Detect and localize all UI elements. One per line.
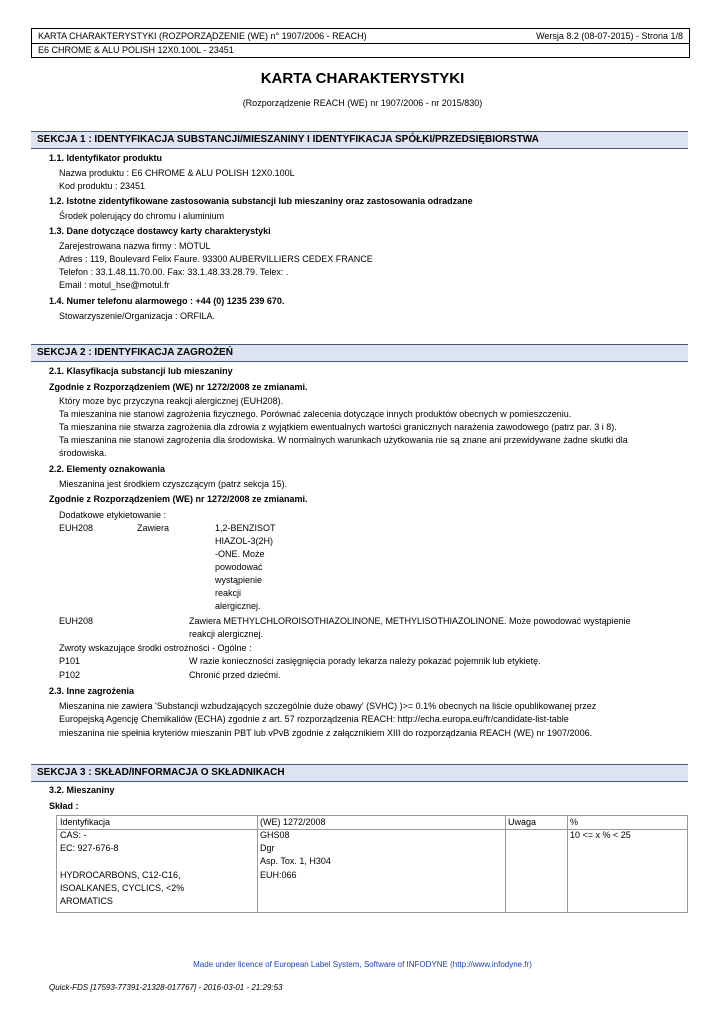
table-header-row [57,816,687,830]
hazard-text: Który moze byc przyczyna reakcji alergicznej (EUH208). [59,396,284,406]
table-cell: ISOALKANES, CYCLICS, <2% [60,883,185,893]
hazard-text: Ta mieszanina nie stwarza zagrożenia dla zdrowia z wyjątkiem ewentualnych wartości granicznych narażenia zawodowego (patrz par. 3 i 8). [59,422,617,432]
section-1-heading: SEKCJA 1 : IDENTYFIKACJA SUBSTANCJI/MIESZANINY I IDENTYFIKACJA SPÓŁKI/PRZEDSIĘBIORSTWA [31,131,688,149]
euh-text-line: powodować [215,562,263,572]
subsection-2-1: 2.1. Klasyfikacja substancji lub mieszaniny [49,366,233,376]
subsection-2-3: 2.3. Inne zagrożenia [49,686,135,696]
composition-table [56,815,688,913]
regulation-note: Zgodnie z Rozporządzeniem (WE) nr 1272/2008 ze zmianami. [49,494,308,504]
header-title: KARTA CHARAKTERYSTYKI (ROZPORZĄDZENIE (WE) n° 1907/2006 - REACH) [38,31,367,41]
header-divider [32,43,689,44]
euh-text-line: reakcji alergicznej. [189,629,264,639]
table-divider [567,816,568,912]
table-header: Uwaga [508,817,537,827]
company-email: Email : motul_hse@motul.fr [59,280,170,290]
extra-labelling: Dodatkowe etykietowanie : [59,510,167,520]
p-text: Chronić przed dziećmi. [189,670,281,680]
other-hazard-text: mieszanina nie spełnia kryteriów mieszanin PBT lub vPvB zgodnie z załącznikiem XIII do rozporządzania REACH (WE) nr 1907/2006. [59,728,593,738]
table-header: Identyfikacja [60,817,111,827]
organization: Stowarzyszenie/Organizacja : ORFILA. [59,311,216,321]
euh-label: Zawiera [137,523,170,533]
table-cell: EC: 927-676-8 [60,843,119,853]
page-title: KARTA CHARAKTERYSTYKI [260,70,465,87]
euh-text-line: alergicznej. [215,601,261,611]
table-divider [257,816,258,912]
euh-text-line: -ONE. Może [215,549,265,559]
table-cell: EUH:066 [260,870,297,880]
section-3-heading: SEKCJA 3 : SKŁAD/INFORMACJA O SKŁADNIKACH [31,764,688,782]
hazard-text: Ta mieszanina nie stanowi zagrożenia fizycznego. Porównać zalecenia dotyczące innych produktów obecnych w pomieszczeniu. [59,409,572,419]
licence-footer: Made under licence of European Label System, Software of INFODYNE (http://www.infodyne.fr) [193,960,532,969]
table-header: (WE) 1272/2008 [260,817,326,827]
document-header [31,28,690,58]
subsection-1-3: 1.3. Dane dotyczące dostawcy karty charakterystyki [49,226,271,236]
company-phone: Telefon : 33.1.48.11.70.00. Fax: 33.1.48.33.28.79. Telex: . [59,267,289,277]
table-divider [505,816,506,912]
table-cell: Dgr [260,843,275,853]
euh-text-line: HIAZOL-3(2H) [215,536,274,546]
regulation-note: Zgodnie z Rozporządzeniem (WE) nr 1272/2008 ze zmianami. [49,382,308,392]
hazard-text: środowiska. [59,448,107,458]
table-cell: Asp. Tox. 1, H304 [260,856,331,866]
table-cell: HYDROCARBONS, C12-C16, [60,870,181,880]
header-product: E6 CHROME & ALU POLISH 12X0.100L - 23451 [38,45,234,55]
p-code: P102 [59,670,81,680]
cleaning-note: Mieszanina jest środkiem czyszczącym (patrz sekcja 15). [59,479,288,489]
subsection-2-2: 2.2. Elementy oznakowania [49,464,166,474]
table-cell: 10 <= x % < 25 [570,830,631,840]
composition-label: Skład : [49,801,79,811]
table-cell: GHS08 [260,830,290,840]
subsection-1-4: 1.4. Numer telefonu alarmowego : +44 (0) 1235 239 670. [49,296,285,306]
table-header: % [570,817,579,827]
subsection-3-2: 3.2. Mieszaniny [49,785,115,795]
p-text: W razie konieczności zasięgnięcia porady lekarza należy pokazać pojemnik lub etykietę. [189,656,541,666]
euh-text-line: Zawiera METHYLCHLOROISOTHIAZOLINONE, METHYLISOTHIAZOLINONE. Może powodować wystąpienie [189,616,631,626]
company-address: Adres : 119, Boulevard Felix Faure. 93300 AUBERVILLIERS CEDEX FRANCE [59,254,373,264]
subsection-1-1: 1.1. Identyfikator produktu [49,153,163,163]
p-code: P101 [59,656,81,666]
euh-code: EUH208 [59,616,94,626]
euh-text-line: wystąpienie [215,575,263,585]
table-cell: CAS: - [60,830,87,840]
other-hazard-text: Mieszanina nie zawiera 'Substancji wzbudzających szczególnie duże obawy' (SVHC) )>= 0.1% obecnych na liście opublikowanej przez [59,701,597,711]
euh-text-line: 1,2-BENZISOT [215,523,276,533]
precaution-heading: Zwroty wskazujące środki ostrożności - Ogólne : [59,643,252,653]
product-code: Kod produktu : 23451 [59,181,146,191]
other-hazard-text: Europejską Agencję Chemikaliów (ECHA) zgodnie z art. 57 rozporządzenia REACH: http://echa.europa.eu/fr/candidate-list-table [59,714,569,724]
euh-text-line: reakcji [215,588,242,598]
subsection-1-2: 1.2. Istotne zidentyfikowane zastosowania substancji lub mieszaniny oraz zastosowania odradzane [49,196,473,206]
company-name: Zarejestrowana nazwa firmy : MOTUL [59,241,211,251]
product-name: Nazwa produktu : E6 CHROME & ALU POLISH 12X0.100L [59,168,295,178]
quick-fds-stamp: Quick-FDS [17593-77391-21328-017767] - 2016-03-01 - 21:29:53 [49,983,283,992]
hazard-text: Ta mieszanina nie stanowi zagrożenia dla środowiska. W normalnych warunkach użytkowania nie są znane ani przewidywane żadne skutki dla [59,435,628,445]
product-use: Środek polerujący do chromu i aluminium [59,211,225,221]
euh-code: EUH208 [59,523,94,533]
section-2-heading: SEKCJA 2 : IDENTYFIKACJA ZAGROŻEŃ [31,344,688,362]
header-version: Wersja 8.2 (08-07-2015) - Strona 1/8 [536,31,683,41]
table-cell: AROMATICS [60,896,113,906]
page-subtitle: (Rozporządzenie REACH (WE) nr 1907/2006 - nr 2015/830) [242,98,483,108]
